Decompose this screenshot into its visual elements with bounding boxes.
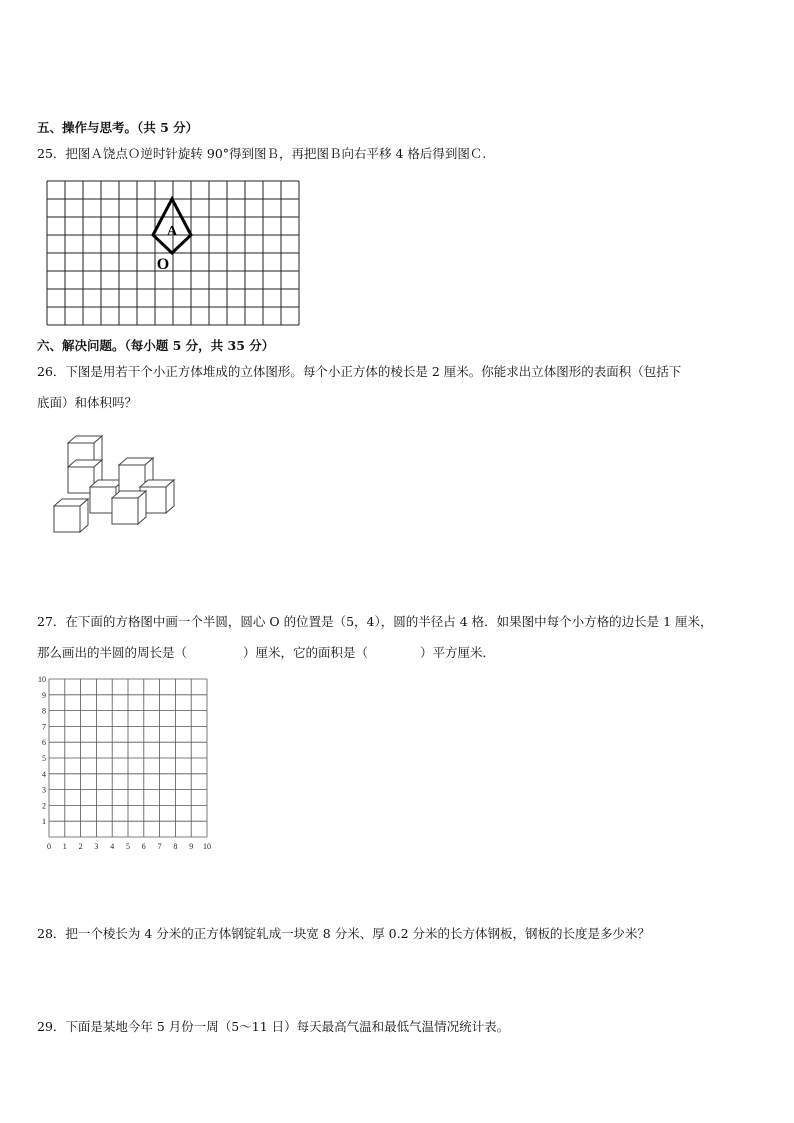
point-o-label: O — [156, 256, 170, 273]
unit-cube — [112, 491, 146, 524]
y-tick-label: 2 — [42, 801, 46, 811]
y-tick-label: 9 — [42, 690, 46, 700]
q26-line1: 26．下图是用若干个小正方体堆成的立体图形。每个小正方体的棱长是 2 厘米。你能求出立体图形的表面积（包括下 — [37, 364, 682, 379]
q25-text: 25．把图Ａ饶点Ｏ逆时针旋转 90°得到图Ｂ，再把图Ｂ向右平移 4 格后得到图Ｃ. — [37, 146, 487, 161]
q27-line2-part-a: 那么画出的半圆的周长是（ — [37, 645, 188, 660]
x-tick-label: 5 — [126, 842, 130, 851]
cube-stack-figure — [50, 430, 185, 535]
y-tick-label: 10 — [38, 675, 46, 684]
q27-line2 — [37, 645, 495, 661]
y-tick-label: 7 — [42, 722, 46, 732]
y-tick-label: 4 — [42, 769, 46, 779]
x-tick-label: 6 — [141, 842, 146, 851]
x-tick-label: 2 — [78, 842, 83, 851]
q28-text: 28．把一个棱长为 4 分米的正方体钢锭轧成一块宽 8 分米、厚 0.2 分米的长方体钢板，钢板的长度是多少米？ — [37, 926, 651, 941]
x-tick-label: 7 — [157, 842, 162, 851]
x-tick-label: 9 — [189, 842, 194, 851]
q26-line2: 底面）和体积吗？ — [37, 395, 138, 410]
x-tick-label: 10 — [203, 842, 211, 851]
unit-cube — [54, 499, 88, 532]
y-tick-label: 5 — [42, 754, 46, 763]
q29-text: 29．下面是某地今年 5 月份一周（5～11 日）每天最高气温和最低气温情况统计表。 — [37, 1019, 510, 1034]
q27-coordinate-grid — [36, 674, 216, 849]
section-six-heading: 六、解决问题。（每小题 5 分，共 35 分） — [37, 338, 275, 353]
x-tick-label: 4 — [110, 842, 115, 851]
q25-grid — [46, 180, 300, 326]
y-tick-label: 6 — [42, 738, 46, 748]
x-tick-label: 1 — [62, 842, 67, 851]
figure-a-label: A — [166, 224, 178, 239]
section-five-heading: 五、操作与思考。（共 5 分） — [37, 120, 199, 135]
q27-line2-part-b: ）厘米，它的面积是（ — [243, 645, 369, 660]
x-tick-label: 0 — [47, 842, 51, 851]
x-tick-label: 8 — [173, 842, 178, 851]
y-tick-label: 1 — [42, 817, 46, 827]
q27-line2-part-c: ）平方厘米． — [420, 645, 496, 660]
x-tick-label: 3 — [94, 842, 99, 851]
y-tick-label: 3 — [42, 785, 46, 795]
q27-line1: 27．在下面的方格图中画一个半圆，圆心 O 的位置是（5，4），圆的半径占 4 格．如果图中每个小方格的边长是 1 厘米， — [37, 614, 713, 629]
y-tick-label: 8 — [42, 706, 46, 716]
